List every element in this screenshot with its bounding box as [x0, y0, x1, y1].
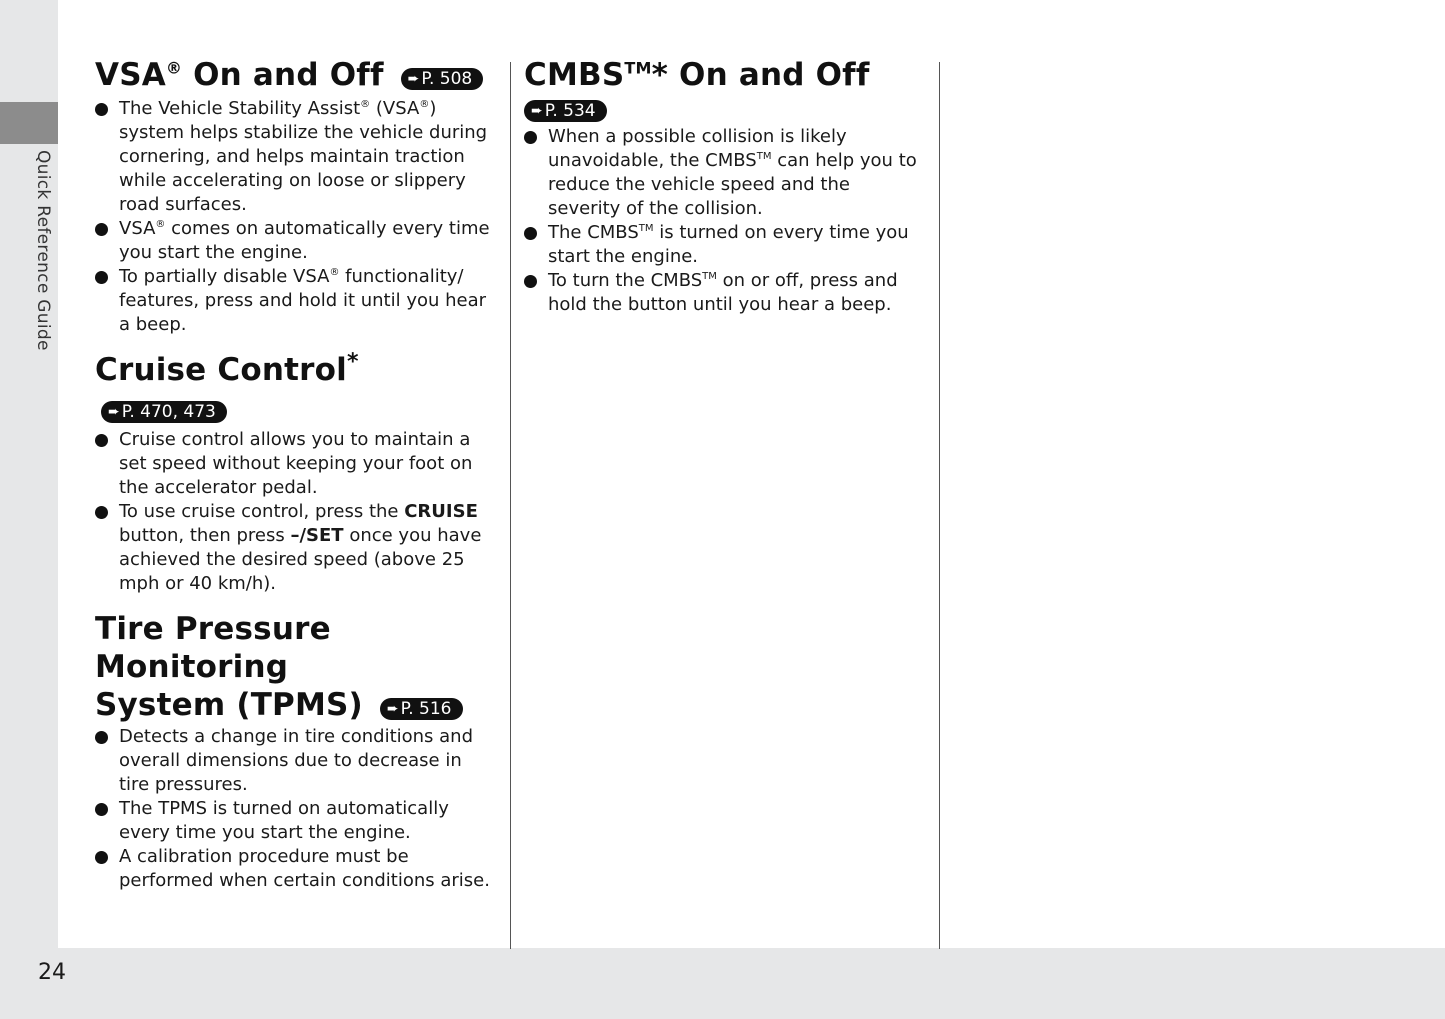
- page-ref-link[interactable]: [380, 698, 463, 720]
- cmbs-ref-row: [524, 100, 924, 122]
- list-item: [524, 221, 924, 269]
- vsa-section: [95, 56, 497, 337]
- cmbs-section: [524, 56, 924, 317]
- text: is turned on every time you start the engine.: [548, 222, 909, 267]
- footer-band: [0, 948, 1445, 1019]
- arrow-icon: ➨: [531, 103, 543, 119]
- text: on or off, press and hold the button until you hear a beep.: [548, 270, 898, 315]
- trademark: TM: [624, 58, 652, 78]
- list-item: [95, 97, 497, 217]
- vsa-heading: [95, 56, 497, 94]
- bullet-icon: [95, 434, 108, 447]
- cruise-heading: [95, 351, 497, 427]
- cmbs-title: CMBS: [524, 57, 625, 93]
- bullet-icon: [95, 731, 108, 744]
- bullet-icon: [95, 851, 108, 864]
- list-item: [95, 797, 497, 845]
- trademark: TM: [756, 151, 772, 162]
- page-ref-label: P. 516: [400, 699, 452, 719]
- list-item: [95, 265, 497, 337]
- text: button, then press: [119, 525, 291, 546]
- section-tab: [0, 102, 58, 144]
- list-item: [95, 500, 497, 596]
- list-item: [524, 125, 924, 221]
- page-ref-label: P. 508: [421, 69, 473, 89]
- text: (VSA: [370, 98, 420, 119]
- text: To use cruise control, press the: [119, 501, 405, 522]
- vsa-list: [95, 97, 497, 337]
- text: The CMBS: [548, 222, 639, 243]
- tpms-heading: [95, 610, 497, 724]
- page-ref-link[interactable]: [401, 68, 484, 90]
- text: functionality/ features, press and hold it until you hear a beep.: [119, 266, 487, 335]
- list-item: [524, 269, 924, 317]
- bullet-icon: [95, 803, 108, 816]
- tpms-section: [95, 610, 497, 893]
- set-button-name: –/SET: [290, 525, 344, 546]
- cruise-title: Cruise Control: [95, 352, 347, 388]
- column-divider: [510, 62, 511, 949]
- left-column: [95, 56, 497, 907]
- page-number: 24: [38, 960, 66, 985]
- list-item: [95, 845, 497, 893]
- bullet-icon: [524, 275, 537, 288]
- list-item: [95, 428, 497, 500]
- bullet-icon: [95, 271, 108, 284]
- text: The TPMS is turned on automatically every time you start the engine.: [119, 798, 449, 843]
- list-item: [95, 217, 497, 265]
- registered-mark: ®: [165, 58, 183, 78]
- cruise-section: [95, 351, 497, 596]
- bullet-icon: [524, 227, 537, 240]
- tpms-list: [95, 725, 497, 893]
- text: Detects a change in tire conditions and overall dimensions due to decrease in tire pressures.: [119, 726, 474, 795]
- vsa-title: VSA: [95, 57, 166, 93]
- bullet-icon: [95, 506, 108, 519]
- text: To turn the CMBS: [548, 270, 703, 291]
- text: once you have achieved the desired speed (above 25 mph or 40 km/h).: [119, 525, 482, 594]
- arrow-icon: ➨: [386, 701, 399, 717]
- bullet-icon: [95, 223, 108, 236]
- tpms-title-line2: System (TPMS): [95, 687, 363, 723]
- registered-mark: ®: [155, 219, 166, 230]
- text: comes on automatically every time you start the engine.: [119, 218, 490, 263]
- bullet-icon: [95, 103, 108, 116]
- page-ref-label: P. 470, 473: [121, 402, 216, 422]
- registered-mark: ®: [419, 99, 430, 110]
- text: Cruise control allows you to maintain a set speed without keeping your foot on the accelerator pedal.: [119, 429, 473, 498]
- page-ref-link[interactable]: [524, 100, 607, 122]
- arrow-icon: ➨: [407, 71, 420, 87]
- trademark: TM: [702, 271, 717, 282]
- page-ref-link[interactable]: [101, 401, 227, 423]
- middle-column: [524, 56, 924, 331]
- text: can help you to reduce the vehicle speed and the severity of the collision.: [548, 150, 917, 219]
- list-item: [95, 725, 497, 797]
- footnote-star: *: [346, 349, 359, 375]
- page-ref-label: P. 534: [544, 101, 596, 121]
- text: VSA: [119, 218, 156, 239]
- tpms-title-line1: Tire Pressure Monitoring: [95, 611, 331, 685]
- cmbs-title-rest: * On and Off: [651, 57, 870, 93]
- arrow-icon: ➨: [108, 404, 120, 420]
- text: The Vehicle Stability Assist: [119, 98, 361, 119]
- text: When a possible collision is likely unavoidable, the CMBS: [548, 126, 847, 171]
- cmbs-heading: [524, 56, 924, 94]
- bullet-icon: [524, 131, 537, 144]
- registered-mark: ®: [360, 99, 371, 110]
- text: A calibration procedure must be performed when certain conditions arise.: [119, 846, 490, 891]
- column-divider: [939, 62, 940, 949]
- cruise-list: [95, 428, 497, 596]
- vsa-title-rest: On and Off: [182, 57, 384, 93]
- cmbs-list: [524, 125, 924, 317]
- registered-mark: ®: [329, 267, 340, 278]
- text: To partially disable VSA: [119, 266, 330, 287]
- section-label: Quick Reference Guide: [33, 150, 53, 351]
- text: ) system helps stabilize the vehicle during cornering, and helps maintain traction while accelerating on loose or slippery road surfaces.: [119, 98, 488, 215]
- cruise-button-name: CRUISE: [404, 501, 478, 522]
- trademark: TM: [638, 223, 654, 234]
